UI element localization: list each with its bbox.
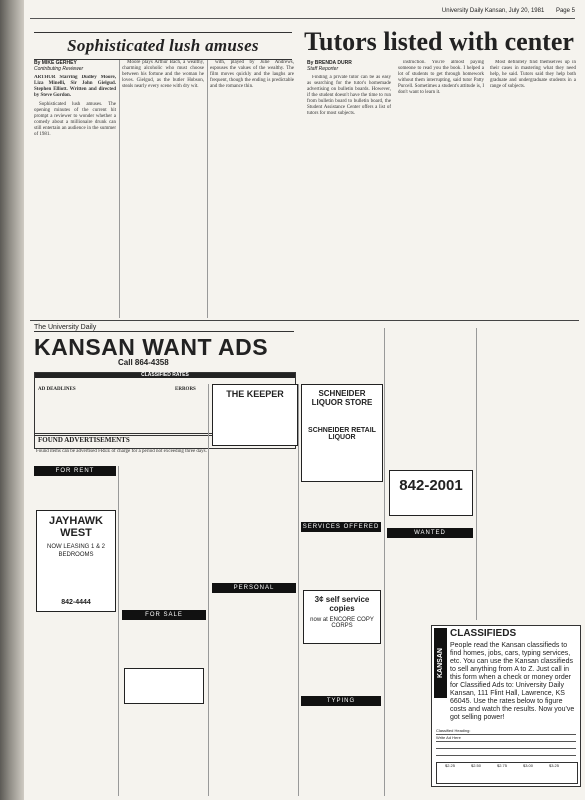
review-text-1: Sophisticated lush amuses. The opening minutes of the current hit prompt a reviewer to wonder whether a comedy about a millionaire drunk can still entertain an audience in the summer of 1981. [34, 102, 116, 137]
deadlines-title: AD DEADLINES [38, 387, 76, 392]
schneider-sub: SCHNEIDER RETAIL LIQUOR [308, 427, 376, 441]
jayhawk-west-ad [36, 510, 116, 612]
tutors-column-2 [398, 60, 484, 313]
for-sale-ad-box [124, 668, 204, 704]
review-credits: ARTHUR Starring Dudley Moore, Liza Minelli, Sir John Gielgud. Stephen Elliott. Written and directed by Steve Gordon. [34, 75, 116, 98]
copies-ad [303, 590, 381, 644]
found-title: FOUND ADVERTISEMENTS [38, 436, 130, 444]
services-bar: SERVICES OFFERED [302, 524, 380, 530]
tutors-text-3: Most definitely find themselves up in their cases in mastering what they need help, he said. Tutors said they help both graduate and undergraduate students in a range of subjects. [490, 60, 576, 89]
personal-bar: PERSONAL [212, 583, 296, 593]
phone-box-number: 842-2001 [399, 477, 463, 494]
paper-name: University Daily Kansan, July 20, 1981 [441, 8, 545, 14]
review-column-1 [34, 75, 116, 318]
review-role: Contributing Reviewer [34, 66, 84, 72]
order-form-write-label[interactable]: Write Ad Here [436, 735, 576, 742]
rent-listings-more [34, 614, 116, 794]
column-rule [476, 328, 477, 620]
order-form-line[interactable] [436, 742, 576, 749]
keeper-ad [212, 384, 298, 446]
found-text: Found items can be advertised FREE of charge for a period not exceeding three days. [36, 449, 207, 454]
column-rule [208, 384, 209, 796]
listings-col-2 [122, 466, 206, 606]
listings-col-7 [387, 625, 427, 790]
order-form-body: People read the Kansan classifieds to find homes, jobs, cars, typing services, etc. You can use the Kansan classifieds to sell anything from A to Z. Just call in this form when a check or money order for Classified Ads to: University Daily Kansan, 111 Flint Hall, Lawrence, KS 66045. Use the rates below to figure costs and watch the results. Now you've got selling power! [450, 642, 575, 721]
review-byline [34, 60, 116, 72]
page-binding [0, 0, 24, 800]
for-rent-bar: FOR RENT [34, 466, 116, 476]
order-form-heading-label[interactable]: Classified Heading: [436, 728, 576, 735]
price-cell: $2.50 [470, 763, 481, 768]
tutors-text-1: Finding a private tutor can be as easy as searching for the tutor's homemade advertising on bulletin boards. However, if the student doesn't have the time to run from bulletin board to bulletin board, the Student Assistance Center offers a list of tutors for most subjects. [307, 75, 391, 116]
column-rule [298, 384, 299, 796]
order-form-title: CLASSIFIEDS [450, 628, 517, 639]
jayhawk-phone: 842-4444 [61, 599, 91, 606]
review-author: By MIKE GERHEY [34, 60, 77, 66]
services-listings [301, 535, 381, 585]
tutors-headline: Tutors listed with center [304, 27, 574, 56]
schneider-liquor-ad [301, 384, 383, 482]
jayhawk-title: JAYHAWK WEST [49, 515, 103, 539]
copies-sub: now at ENCORE COPY CORPS [310, 617, 374, 629]
tutors-byline [307, 60, 391, 72]
review-column-3 [210, 60, 294, 318]
listings-col-3 [212, 450, 296, 580]
tutors-author: By BRENDA DURR [307, 60, 352, 66]
typing-bar: TYPING [301, 696, 381, 706]
newspaper-page [24, 0, 585, 800]
classifieds-university: The University Daily [34, 324, 294, 332]
review-headline: Sophisticated lush amuses [34, 32, 292, 60]
order-form-fields [436, 728, 576, 756]
tutors-column-3 [490, 60, 576, 313]
price-cell: $2.75 [496, 763, 507, 768]
phone-number-ad [389, 470, 473, 516]
rates-title: CLASSIFIED RATES [35, 373, 295, 378]
sale-listings [122, 706, 206, 794]
review-column-2 [122, 60, 204, 318]
order-form-price-grid [436, 762, 578, 784]
column-rule [119, 60, 120, 318]
typing-listings [301, 709, 381, 794]
listings-col-6 [479, 328, 579, 618]
price-cell: $2.25 [444, 763, 455, 768]
classifieds-order-form [431, 625, 581, 787]
wanted-bar: WANTED [387, 528, 473, 538]
price-cell: $3.00 [522, 763, 533, 768]
classifieds-title: KANSAN WANT ADS [34, 334, 269, 360]
personal-listings [212, 596, 296, 794]
review-text-2: Moore plays Arthur Bach, a wealthy, charming alcoholic who must choose between his fortune and the woman he loves. Gielgud, as the butler Hobson, steals nearly every scene with dry wit. [122, 60, 204, 89]
listings-col-4 [301, 484, 381, 518]
running-header [30, 4, 575, 19]
errors-title: ERRORS [175, 387, 196, 392]
column-rule [384, 328, 385, 796]
rent-listings [34, 478, 116, 508]
copies-title: 3¢ self service copies [314, 595, 370, 613]
section-divider [30, 320, 579, 321]
order-form-side-label: KANSAN [434, 628, 447, 698]
classifieds-phone: Call 864-4358 [118, 358, 169, 367]
schneider-title: SCHNEIDER LIQUOR STORE [311, 389, 373, 407]
price-cell: $3.25 [548, 763, 559, 768]
review-text-3: with, played by Julie Andrews, espouses the values of the wealthy. The film moves quickly and the laughs are frequent, though the ending is predictable and the romance thin. [210, 60, 294, 89]
keeper-title: THE KEEPER [226, 389, 284, 399]
order-form-line[interactable] [436, 749, 576, 756]
tutors-role: Staff Reporter [307, 66, 339, 72]
tutors-text-2: instruction. You're almost paying someone to read you the book. I helped a lot of students to get through homework without them interrupting, said tutor Patty Purcell. Sometimes a student's attitude is, I don't want to learn it. [398, 60, 484, 95]
tutors-column-1 [307, 75, 391, 313]
column-rule [207, 60, 208, 318]
column-rule [118, 466, 119, 796]
for-sale-bar: FOR SALE [122, 610, 206, 620]
jayhawk-sub: NOW LEASING 1 & 2 BEDROOMS [46, 544, 106, 558]
page-number: Page 5 [555, 8, 575, 14]
